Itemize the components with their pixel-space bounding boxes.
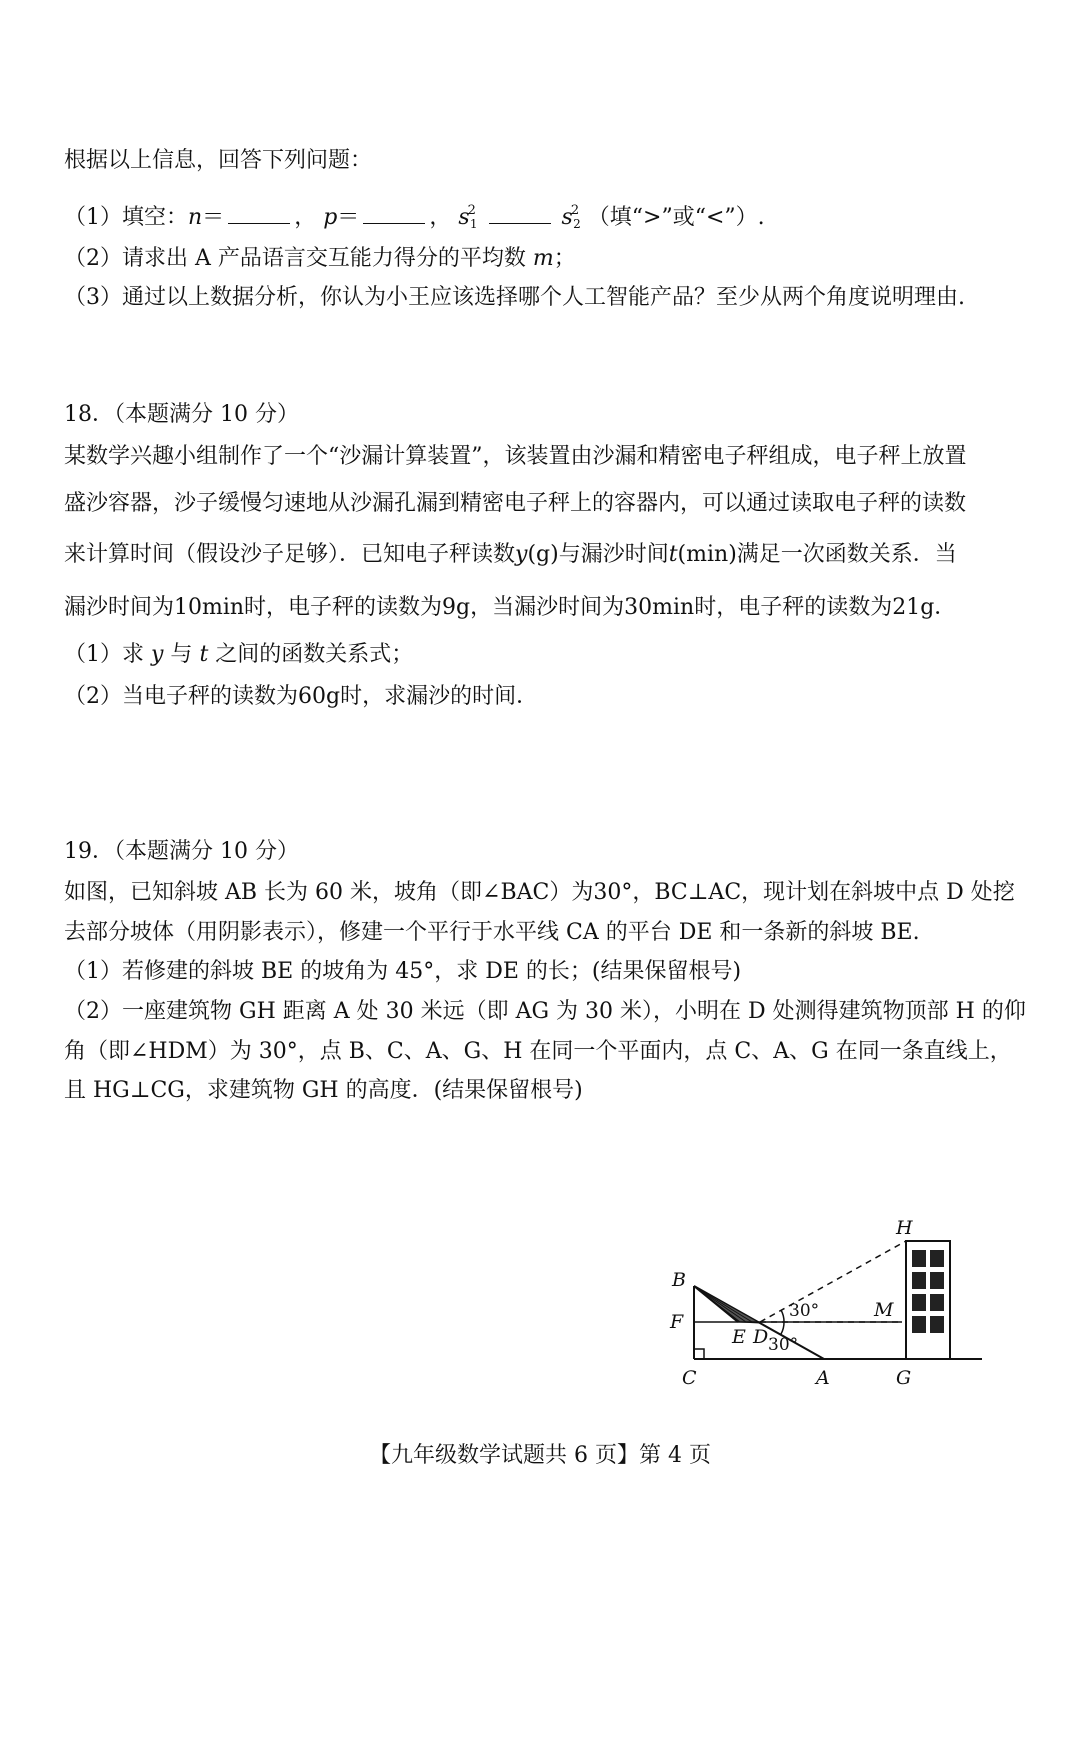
q18-line2: 盛沙容器，沙子缓慢匀速地从沙漏孔漏到精密电子秤上的容器内，可以通过读取电子秤的读数 xyxy=(64,491,967,516)
superscript: 2 xyxy=(570,203,580,218)
q18-part2: （2）当电子秤的读数为60g时，求漏沙的时间． xyxy=(64,684,539,709)
q18-line3-c: (min)满足一次函数关系．当 xyxy=(677,542,957,567)
q17-part1 xyxy=(64,196,1020,239)
var-n: n xyxy=(188,205,203,230)
q19-header: 19．（本题满分 10 分） xyxy=(64,839,299,864)
var-p: p xyxy=(323,205,338,230)
q17-part2 xyxy=(64,244,1020,274)
q18-line4: 漏沙时间为10min时，电子秤的读数为9g，当漏沙时间为30min时，电子秤的读数为21g． xyxy=(64,595,957,620)
var-s2: s xyxy=(561,205,573,230)
var-y: y xyxy=(515,542,528,567)
q18-part1-b: 与 xyxy=(163,642,200,667)
q17-part3: （3）通过以上数据分析，你认为小王应该选择哪个人工智能产品？至少从两个角度说明理由. xyxy=(64,285,965,310)
label-C: C xyxy=(682,1367,697,1389)
label-H: H xyxy=(896,1217,913,1239)
window xyxy=(930,1316,944,1333)
punctuation: ； xyxy=(553,246,576,271)
page-footer: 【九年级数学试题共 6 页】第 4 页 xyxy=(369,1443,711,1468)
subscript: 2 xyxy=(573,217,581,231)
q17-part2-text: （2）请求出 A 产品语言交互能力得分的平均数 xyxy=(64,246,533,271)
subscript: 1 xyxy=(469,217,478,231)
equals-sign: ＝ xyxy=(337,205,360,230)
label-G: G xyxy=(896,1367,912,1389)
label-M: M xyxy=(874,1299,894,1321)
right-angle-mark xyxy=(694,1349,704,1359)
answer-blank-p xyxy=(363,201,425,224)
label-A: A xyxy=(816,1367,830,1389)
superscript: 2 xyxy=(467,203,476,218)
window xyxy=(930,1250,944,1267)
window xyxy=(912,1250,926,1267)
window xyxy=(930,1294,944,1311)
var-m: m xyxy=(532,246,554,271)
label-D: D xyxy=(753,1326,769,1348)
q19-part2-line1: （2）一座建筑物 GH 距离 A 处 30 米远（即 AG 为 30 米），小明在 D 处测得建筑物顶部 H 的仰 xyxy=(64,999,1026,1024)
answer-blank-compare xyxy=(489,201,551,224)
q19-part1: （1）若修建的斜坡 BE 的坡角为 45°，求 DE 的长；(结果保留根号) xyxy=(64,959,742,984)
q19-part2-line2: 角（即∠HDM）为 30°，点 B、C、A、G、H 在同一个平面内，点 C、A、G 在同一条直线上， xyxy=(64,1039,1012,1064)
angle-arc-top xyxy=(781,1310,784,1322)
separator: ， xyxy=(429,205,452,230)
label-E: E xyxy=(732,1326,746,1348)
window xyxy=(912,1316,926,1333)
q19-line2: 去部分坡体（用阴影表示），修建一个平行于水平线 CA 的平台 DE 和一条新的斜坡 BE. xyxy=(64,920,920,945)
angle-label-top: 30° xyxy=(789,1301,820,1321)
q17-intro: 根据以上信息，回答下列问题： xyxy=(64,148,373,173)
q17-part1-suffix: （填“>”或“<”）. xyxy=(587,205,765,230)
q18-part1-a: （1）求 xyxy=(64,642,151,667)
q18-line1: 某数学兴趣小组制作了一个“沙漏计算装置”，该装置由沙漏和精密电子秤组成，电子秤上放置 xyxy=(64,444,967,469)
window xyxy=(912,1294,926,1311)
var-y: y xyxy=(151,642,164,667)
q19-line1: 如图，已知斜坡 AB 长为 60 米，坡角（即∠BAC）为30°，BC⊥AC，现计划在斜坡中点 D 处挖 xyxy=(64,880,1015,905)
var-t: t xyxy=(199,642,209,667)
q18-line3-a: 来计算时间（假设沙子足够）．已知电子秤读数 xyxy=(64,542,516,567)
q18-part1 xyxy=(64,640,1020,670)
angle-label-bottom: 30° xyxy=(768,1335,799,1355)
label-F: F xyxy=(670,1311,684,1333)
q17-part1-prefix: （1）填空： xyxy=(64,205,188,230)
segment-BE xyxy=(694,1286,738,1322)
separator: ， xyxy=(294,205,317,230)
window xyxy=(912,1272,926,1289)
label-B: B xyxy=(672,1269,686,1291)
var-t: t xyxy=(668,542,678,567)
answer-blank-n xyxy=(228,201,290,224)
q18-header: 18．（本题满分 10 分） xyxy=(64,402,299,427)
equals-sign: ＝ xyxy=(202,205,225,230)
window xyxy=(930,1272,944,1289)
q18-line3-b: (g)与漏沙时间 xyxy=(527,542,669,567)
shaded-region xyxy=(694,1286,760,1323)
q19-part2-line3: 且 HG⊥CG，求建筑物 GH 的高度．(结果保留根号) xyxy=(64,1078,583,1103)
q18-part1-c: 之间的函数关系式； xyxy=(208,642,414,667)
var-s1: s xyxy=(458,205,470,230)
q18-line3 xyxy=(64,540,1020,570)
hatch-line xyxy=(694,1286,752,1322)
angle-arc-bottom xyxy=(781,1322,784,1334)
slope-building-figure xyxy=(660,1210,1000,1400)
